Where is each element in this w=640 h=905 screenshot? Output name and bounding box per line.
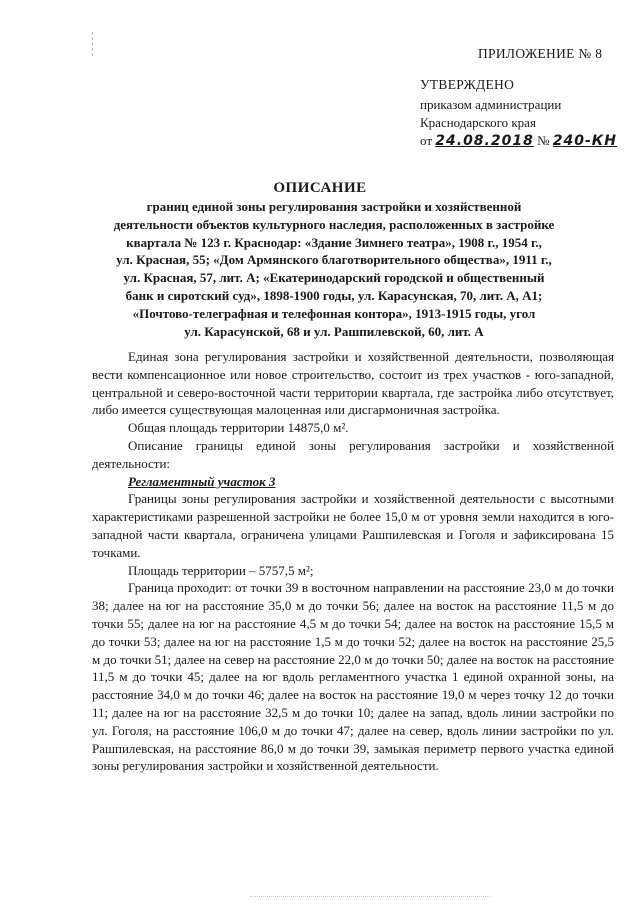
subtitle-line: деятельности объектов культурного наследия, расположенных в застройке [113,216,555,232]
border-description: Граница проходит: от точки 39 в восточном направлении на расстояние 23,0 м до точки 38; далее на юг на расстояние 35,0 м до точки 56; далее на восток на расстояние 11,5 м до точки 55; далее на юг на расстояние 4,5 м до точки 54; далее на восток на расстояние 15,5 м до точки 53; далее на юг на расстояние 1,5 м до точки 52; далее на восток на расстояние 25,5 м до точки 51; далее на север на расстояние 22,0 м до точки 50; далее на восток на расстояние 11,5 м до точки 45; далее на юг вдоль регламентного участка 1 единой охранной зоны, на расстояние 34,0 м до точки 46; далее на восток на расстояние 19,0 м через точку 12 до точки 11; далее на юг на расстояние 32,5 м до точки 10; далее на запад, вдоль линии застройки по ул. Гоголя, на расстояние 106,0 м до точки 47; далее на север, вдоль линии застройки по ул. Рашпилевская, на расстояние 86,0 м до точки 39, замыкая периметр первого участка единой зоны регулирования застройки и хозяйственной деятельности. [92,580,614,774]
subtitle-line: ул. Карасунской, 68 и ул. Рашпилевской, 60, лит. А [184,323,484,339]
section-paragraph: Границы зоны регулирования застройки и хозяйственной деятельности с высотными характеристиками разрешенной застройки не более 15,0 м от уровня земли находится в юго-западной части квартала, ограничена улицами Рашпилевская и Гоголя и зафиксирована 15 точками. [92,491,614,560]
intro-paragraph: Единая зона регулирования застройки и хозяйственной деятельности, позволяющая вести компенсационное или новое строительство, состоит из трех участков - юго-западной, центральной и северо-восточной части территории квартала, где застройка либо отсутствует, либо имеется существующая малоценная или дисгармоничная застройка. [92,349,614,418]
order-number-sign: № [537,133,550,148]
order-date: 24.08.2018 [435,133,534,149]
section-area: Площадь территории – 5757,5 м²; [128,562,314,578]
total-area: Общая площадь территории 14875,0 м². [128,420,349,436]
order-line-1: приказом администрации [420,97,562,112]
scan-artifact-bottom [250,896,490,897]
appendix-number: ПРИЛОЖЕНИЕ № 8 [478,46,603,61]
order-from: от [420,133,433,148]
subtitle-line: ул. Красная, 55; «Дом Армянского благотворительного общества», 1911 г., [116,252,552,268]
subtitle-line: квартала № 123 г. Краснодар: «Здание Зимнего театра», 1908 г., 1954 г., [126,234,542,250]
scan-artifact [92,32,95,56]
subtitle-line: ул. Красная, 57, лит. А; «Екатеринодарский городской и общественный [123,270,545,286]
subtitle-line: «Почтово-телеграфная и телефонная контора», 1913-1915 годы, угол [132,305,536,321]
subtitle-line: границ единой зоны регулирования застройки и хозяйственной [146,199,522,214]
document-body [92,348,614,775]
document-subtitle [92,198,576,340]
subtitle-line: банк и сиротский суд», 1898-1900 годы, ул. Карасунская, 70, лит. А, А1; [125,287,543,303]
description-heading: Описание границы единой зоны регулирования застройки и хозяйственной деятельности: [92,437,614,471]
order-number: 240-КН [552,133,617,149]
order-date-line [420,132,617,150]
document-title: ОПИСАНИЕ [273,180,367,196]
order-line-2: Краснодарского края [420,115,536,130]
section-title: Регламентный участок 3 [128,473,276,489]
approved-label: УТВЕРЖДЕНО [420,77,515,92]
